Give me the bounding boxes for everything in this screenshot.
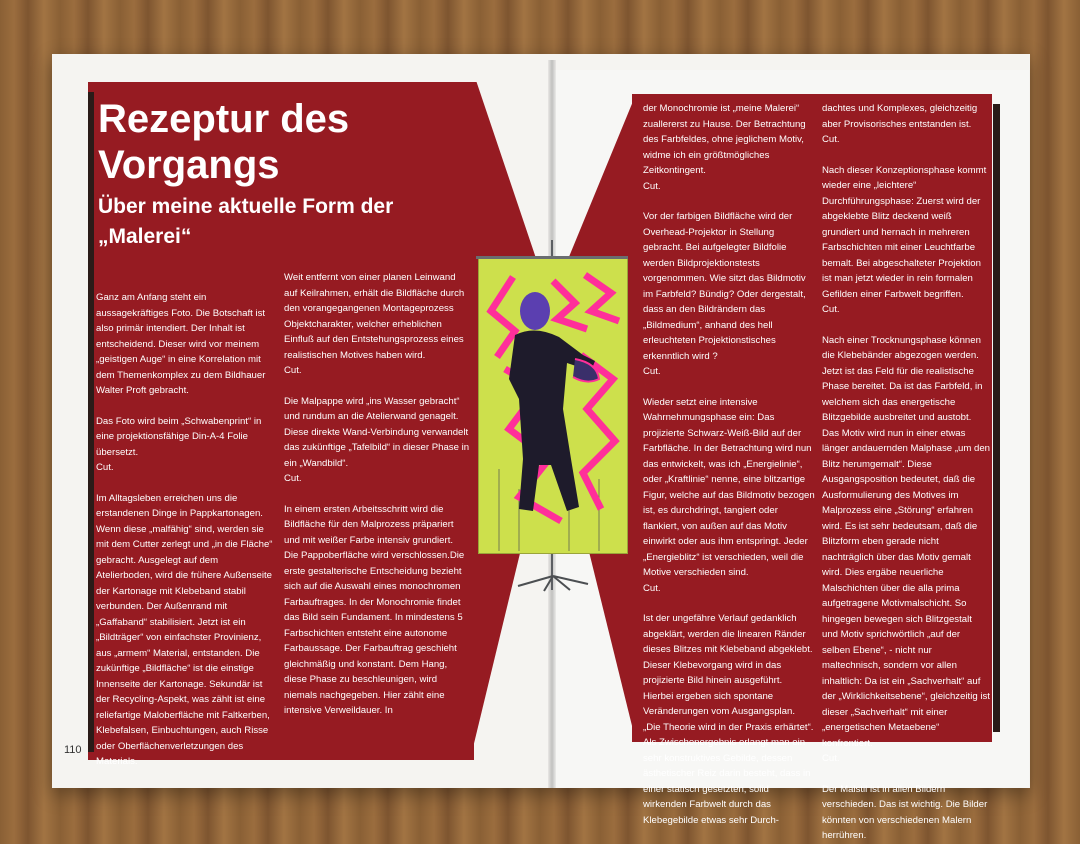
paragraph: Vor der farbigen Bildfläche wird der Overhead-Projektor in Stellung gebracht. Bei aufgelegter Bildfolie werden Bildprojektionstests vorgenommen. Wie sitzt das Bildmotiv im Farbfeld? Bündig? Oder dergestalt, dass an den Bildrändern das „Bildmedium“, anhand des hell erleuchteten Projektionstisches erkenntlich wird ? Cut.: [643, 211, 806, 377]
paragraph: Weit entfernt von einer planen Leinwand auf Keilrahmen, erhält die Bildfläche durch den vorangegangenen Montageprozess Objektcharakter, welcher erheblichen Einfluß auf den Entstehungsprozess eines realistischen Motives haben wird. Cut.: [284, 272, 465, 376]
text-column-2: [284, 270, 470, 719]
left-page-edge: [88, 92, 94, 752]
paragraph: Wieder setzt eine intensive Wahrnehmungsphase ein: Das projizierte Schwarz-Weiß-Bild auf der Farbfläche. In der Betrachtung wird nun das entwickelt, was ich „Energielinie“, oder „Kraftlinie“ nenne, eine blitzartige Figur, welche auf das Bildmotiv bezogen ist, es durchdringt, tangiert oder flankiert, von außen auf das Motiv einwirkt oder aus ihm entspringt. Jeder „Energieblitz“ ist verschieden, weil die Motive verschieden sind. Cut.: [643, 396, 815, 594]
paragraph: dachtes und Komplexes, gleichzeitig aber Provisorisches entstanden ist. Cut.: [822, 103, 978, 145]
paragraph: Nach dieser Konzeptionsphase kommt wieder eine „leichtere“ Durchführungsphase: Zuerst wird der abgeklebte Blitz deckend weiß grundiert und hernach in mehreren Farbschichten mit einer Leuchtfarbe bemalt. Bei abgeschalteter Projektion ist man jetzt wieder in rein formalen Gefilden einer Farbwelt begriffen. Cut.: [822, 164, 987, 315]
text-column-4: [822, 101, 990, 844]
display-stand-bar: [476, 256, 628, 259]
right-page-edge: [993, 104, 1000, 732]
paragraph: Nach einer Trocknungsphase können die Klebebänder abgezogen werden. Jetzt ist das Feld für die realistische Phase bereitet. Da ist das Farbfeld, in welchem sich das energetische Blitzgebilde ausbreitet und austobt. Das Motiv wird nun in einer etwas länger andauernden Malphase „um den Blitz herumgemalt“. Diese Ausgangsposition bedeutet, daß die Ausformulierung des Motives im Malprozess eine „Störung“ erfahren wird. Es ist sehr bedeutsam, daß die Blitzform eben gerade nicht nachträglich über das Motiv gemalt wird. Dies ergäbe neuerliche Malschichten über die alla prima aufgetragene Motivmalschicht. So hingegen bewegen sich Blitzgestalt und Motiv sprichwörtlich „auf der selben Ebene“, - nicht nur maltechnisch, sondern vor allen inhaltlich: Da ist ein „Sachverhalt“ auf der „Wirklichkeitsebene“, gleichzeitig ist dieser „Sachverhalt“ mit einer „energetischen Metaebene“ konfrontiert. Cut.: [822, 334, 991, 764]
painting: [478, 258, 628, 554]
display-stand-base-icon: [514, 572, 592, 592]
text-column-3: [643, 101, 815, 828]
paragraph: Das Foto wird beim „Schwabenprint“ in eine projektionsfähige Din-A-4 Folie übersetzt. Cut.: [96, 415, 262, 473]
paragraph: Ganz am Anfang steht ein aussagekräftiges Foto. Die Botschaft ist also primär intendiert. Der Inhalt ist entscheidend. Dieser wird vor meinem „geistigen Auge“ in eine Korrelation mit dem Themenkomplex zu dem Bildhauer Walter Proft gebracht.: [96, 292, 266, 396]
paragraph: Die Malpappe wird „ins Wasser gebracht“ und rundum an die Atelierwand genagelt. Diese direkte Wand-Verbindung verwandelt das zukünftige „Tafelbild“ in dieser Phase in ein „Wandbild“. Cut.: [284, 395, 470, 484]
paragraph: der Monochromie ist „meine Malerei“ zuallererst zu Hause. Der Betrachtung des Farbfeldes, ohne jeglichem Motiv, widme ich ein größtmögliches Zeitkontingent. Cut.: [643, 103, 806, 192]
paragraph: In einem ersten Arbeitsschritt wird die Bildfläche für den Malprozess präpariert und mit weißer Farbe intensiv grundiert. Die Pappoberfläche wird verschlossen.Die erste gestalterische Entscheidung bezieht sich auf die Auswahl eines monochromen Farbauftrages. In der Monochromie findet das Bild sein Fundament. In mindestens 5 Farbschichten entsteht eine autonome Farbaussage. Der Farbauftrag geschieht gleichmäßig und konstant. Dem Hang, diese Phase zu beschleunigen, wird niemals nachgegeben. Hier zählt eine intensive Verweildauer. In: [284, 503, 465, 716]
paragraph: Im Alltagsleben erreichen uns die erstandenen Dinge in Pappkartonagen. Wenn diese „malfähig“ sind, werden sie mit dem Cutter zerlegt und „in die Fläche“ gebracht. Ausgelegt auf dem Atelierboden, wird die frühere Außenseite der Kartonage mit Klebeband stabil verbunden. Der Außenrand mit „Gaffaband“ stabilisiert. Jetzt ist ein „Bildträger“ von einfachster Provinienz, aus „armem“ Material, entstanden. Die zukünftige „Bildfläche“ ist die einstige Innenseite der Kartonage. Sekundär ist der Recycling-Aspekt, was zählt ist eine reliefartige Maloberfläche mit Faltkerben, Klebefalsen, Einbuchtungen, auch Risse oder Oberflächenverletzungen des Materials.: [96, 492, 273, 767]
page-number: 110: [64, 744, 82, 756]
paragraph: Der Malstil ist in allen Bildern verschieden. Das ist wichtig. Die Bilder könnten von verschiedenen Malern herrühren.: [822, 783, 988, 841]
painting-figure-with-lightning-icon: [479, 259, 627, 553]
text-column-1: [96, 290, 276, 770]
page-title: Rezeptur des Vorgangs: [98, 97, 350, 187]
page-subtitle: Über meine aktuelle Form der „Malerei“: [98, 195, 394, 248]
paragraph: Ist der ungefähre Verlauf gedanklich abgeklärt, werden die linearen Ränder dieses Blitzes mit Klebeband abgeklebt. Dieser Klebevorgang wird in das projizierte Bild hinein ausgeführt. Hierbei ergeben sich spontane Veränderungen vom Ausgangsplan. „Die Theorie wird in der Praxis erhärtet“. Als Zwischenergebnis erlangt man ein sehr konstruktives Gebilde, dessen ästhetischer Reiz darin besteht, dass in einer statisch gesetzten, solid wirkenden Farbwelt durch das Klebegebilde etwas sehr Durch-: [643, 613, 814, 826]
